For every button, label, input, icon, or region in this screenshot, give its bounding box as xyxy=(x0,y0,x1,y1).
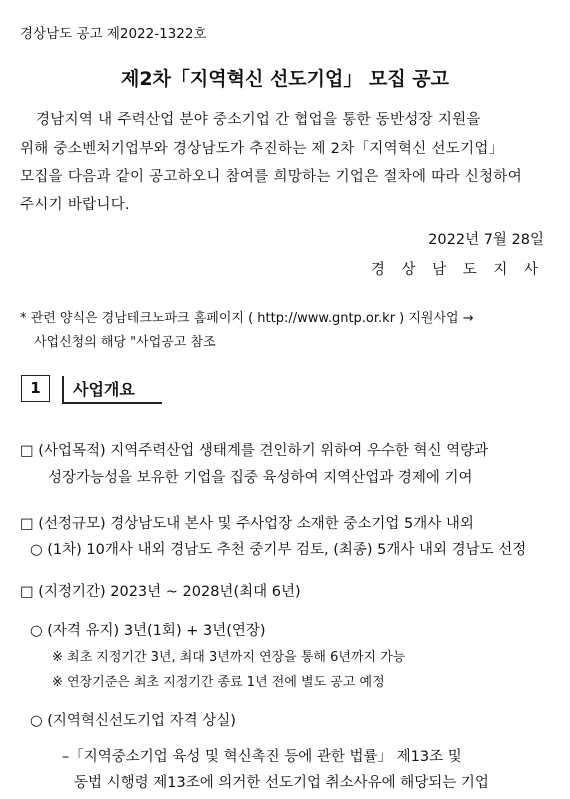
intro-line: 주시기 바랍니다. xyxy=(20,197,130,213)
intro-line: 경남지역 내 주력산업 분야 중소기업 간 협업을 통한 동반성장 지원을 xyxy=(36,112,481,128)
page-title: 제2차「지역혁신 선도기업」 모집 공고 xyxy=(120,68,450,90)
list-note: ※ 연장기준은 최초 지정기간 종료 1년 전에 별도 공고 예정 xyxy=(52,675,385,690)
list-item: □ (지정기간) 2023년 ~ 2028년(최대 6년) xyxy=(20,584,301,600)
reference-note: * 관련 양식은 경남테크노파크 홈페이지 ( http://www.gntp.or.kr ) 지원사업 → xyxy=(20,311,474,326)
list-item: –「지역중소기업 육성 및 혁신촉진 등에 관한 법률」 제13조 및 xyxy=(62,749,462,765)
list-item: ○ (1차) 10개사 내외 경남도 추천 중기부 검토, (최종) 5개사 내외 경남도 선정 xyxy=(30,542,527,558)
list-item: □ (선정규모) 경상남도내 본사 및 주사업장 소재한 중소기업 5개사 내외 xyxy=(20,516,474,532)
intro-line: 모집을 다음과 같이 공고하오니 참여를 희망하는 기업은 절차에 따라 신청하여 xyxy=(20,169,523,185)
list-item: ○ (자격 유지) 3년(1회) + 3년(연장) xyxy=(30,623,266,639)
list-item: 동법 시행령 제13조에 의거한 선도기업 취소사유에 해당되는 기업 xyxy=(74,775,489,791)
notice-date: 2022년 7월 28일 xyxy=(428,232,544,248)
list-item: ○ (지역혁신선도기업 자격 상실) xyxy=(30,713,236,729)
notice-number: 경상남도 공고 제2022-1322호 xyxy=(20,26,207,42)
list-note: ※ 최초 지정기간 3년, 최대 3년까지 연장을 통해 6년까지 가능 xyxy=(52,650,406,665)
section-number: 1 xyxy=(21,375,50,402)
section-divider xyxy=(62,376,64,402)
reference-note: 사업신청의 해당 "사업공고 참조 xyxy=(34,335,216,350)
intro-line: 위해 중소벤처기업부와 경상남도가 추진하는 제 2차「지역혁신 선도기업」 xyxy=(20,141,504,157)
issuer-name: 경 상 남 도 지 사 xyxy=(370,262,544,278)
list-item: □ (사업목적) 지역주력산업 생태계를 견인하기 위하여 우수한 혁신 역량과 xyxy=(20,443,489,459)
section-underline xyxy=(62,402,162,404)
list-item: 성장가능성을 보유한 기업을 집중 육성하여 지역산업과 경제에 기여 xyxy=(48,470,473,486)
section-title: 사업개요 xyxy=(73,380,135,399)
